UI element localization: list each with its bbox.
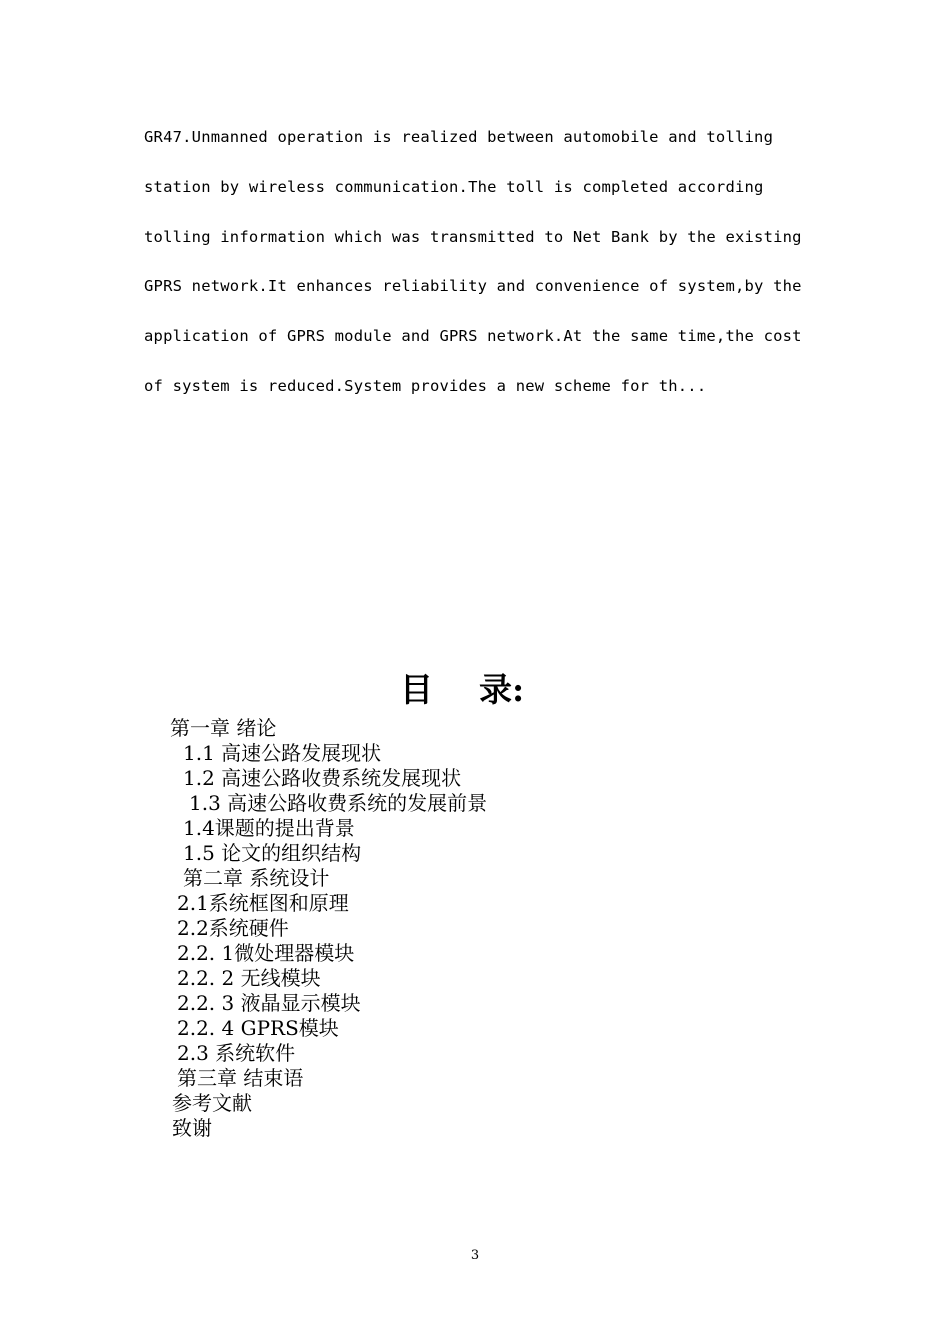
abstract-line: application of GPRS module and GPRS network.At the same time,the cost: [144, 327, 802, 346]
abstract-line: station by wireless communication.The toll is completed according: [144, 177, 764, 196]
abstract-line: GR47.Unmanned operation is realized between automobile and tolling: [144, 128, 774, 146]
toc-section-1-4: 1.4课题的提出背景: [183, 816, 355, 840]
toc-acknowledgements: 致谢: [172, 1116, 212, 1140]
toc-subsection-2-2-2: 2.2. 2 无线模块: [177, 966, 321, 990]
abstract-line: tolling information which was transmitted to Net Bank by the existing: [144, 227, 802, 246]
toc-section-2-3: 2.3 系统软件: [177, 1041, 296, 1065]
toc-section-1-2: 1.2 高速公路收费系统发展现状: [183, 766, 462, 790]
toc-references: 参考文献: [172, 1091, 252, 1115]
page-number: 3: [470, 1248, 480, 1263]
toc-section-1-1: 1.1 高速公路发展现状: [183, 741, 382, 765]
toc-chapter-1: 第一章 绪论: [170, 716, 277, 740]
toc-section-1-3: 1.3 高速公路收费系统的发展前景: [189, 791, 488, 815]
toc-subsection-2-2-4: 2.2. 4 GPRS模块: [177, 1016, 339, 1040]
toc-heading: 目 录:: [400, 670, 525, 709]
abstract-line: of system is reduced.System provides a new scheme for th...: [144, 376, 707, 395]
toc-subsection-2-2-1: 2.2. 1微处理器模块: [177, 941, 355, 965]
toc-section-1-5: 1.5 论文的组织结构: [183, 841, 362, 865]
toc-section-2-2: 2.2系统硬件: [177, 916, 289, 940]
abstract-line: GPRS network.It enhances reliability and convenience of system,by the: [144, 277, 802, 296]
abstract-text: [144, 126, 844, 425]
toc-chapter-2: 第二章 系统设计: [183, 866, 330, 890]
toc-section-2-1: 2.1系统框图和原理: [177, 891, 349, 915]
toc-chapter-3: 第三章 结束语: [177, 1066, 304, 1090]
toc-subsection-2-2-3: 2.2. 3 液晶显示模块: [177, 991, 361, 1015]
